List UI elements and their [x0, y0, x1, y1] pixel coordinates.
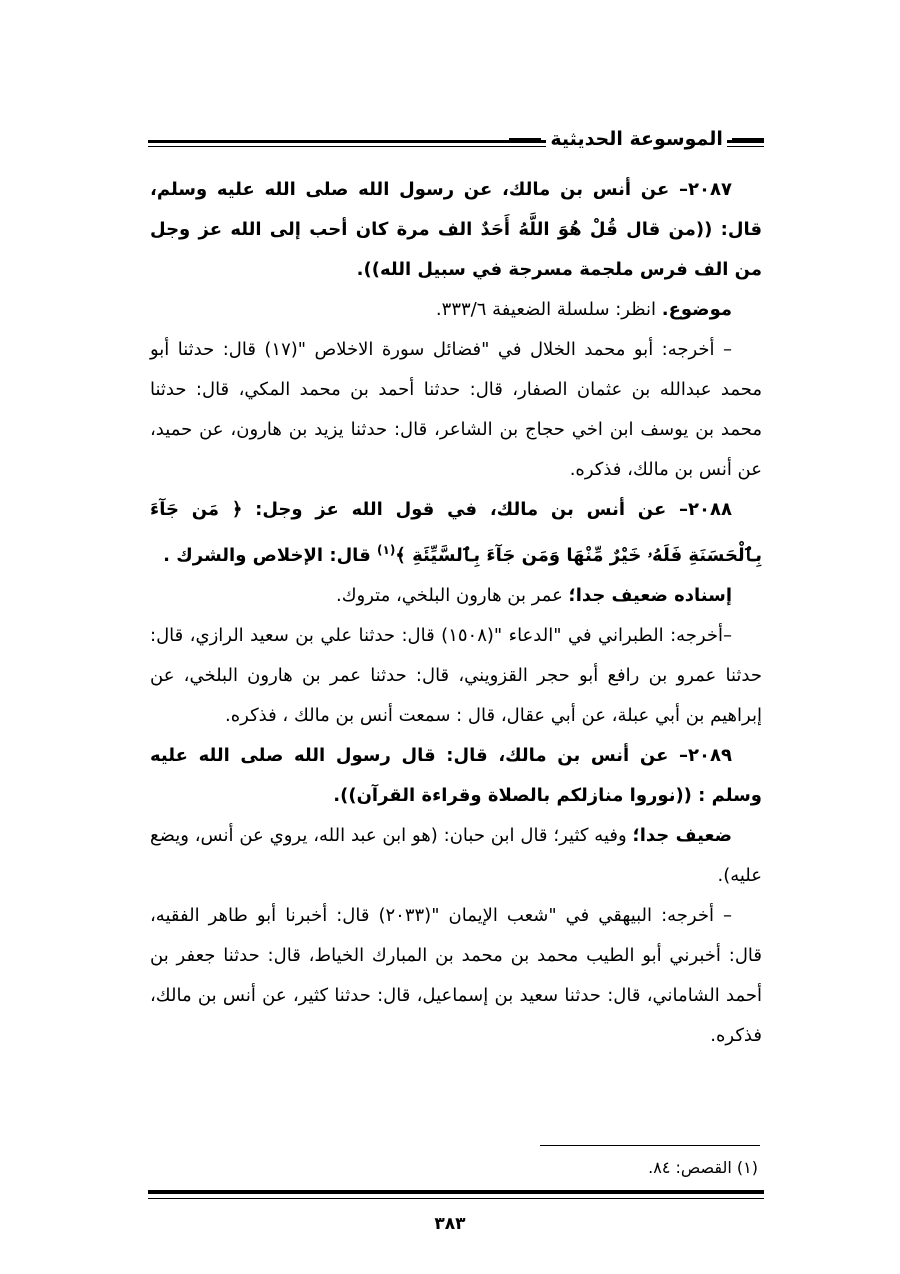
footnote-rule: [540, 1145, 760, 1146]
header-bar-left: [509, 138, 541, 143]
paragraph: [150, 896, 762, 1056]
header-bar-right: [732, 138, 764, 143]
paragraph-text: –أخرجه: الطبراني في "الدعاء "(١٥٠٨) قال: حدثنا علي بن سعيد الرازي، قال: حدثنا عمرو بن رافع أبو حجر القزويني، قال: حدثنا عمر بن هارون البلخي، عن إبراهيم بن أبي عبلة، عن أبي عقال، قال : سمعت أنس بن مالك ، فذكره.: [150, 625, 762, 726]
footer-rule-thick: [148, 1190, 764, 1194]
paragraph-text: ٢٠٨٩– عن أنس بن مالك، قال: قال رسول الله صلى الله عليه وسلم : ((نوروا منازلكم بالصلاة وقراءة القرآن)).: [150, 745, 762, 806]
paragraph-text: – أخرجه: البيهقي في "شعب الإيمان "(٢٠٣٣) قال: أخبرنا أبو طاهر الفقيه، قال: أخبرني أبو الطيب محمد بن محمد بن المبارك الخياط، قال: حدثنا جعفر بن أحمد الشاماني، قال: حدثنا سعيد بن إسماعيل، قال: حدثنا كثير، عن أنس بن مالك، فذكره.: [150, 905, 762, 1046]
paragraph-text: ٢٠٨٨– عن أنس بن مالك، في قول الله عز وجل: ﴿ مَن جَآءَ بِٱلْحَسَنَةِ فَلَهُۥ خَيْرٌ مِّنْهَا وَمَن جَآءَ بِٱلسَّيِّئَةِ ﴾: [150, 499, 762, 566]
header-title: الموسوعة الحديثية: [546, 128, 727, 150]
footnote: (١) القصص: ٨٤.: [648, 1158, 758, 1177]
paragraph-text: انظر: سلسلة الضعيفة ٣٣٣/٦.: [435, 299, 662, 320]
paragraph-tail: قال: الإخلاص والشرك .: [163, 545, 377, 566]
paragraph: [150, 576, 762, 616]
paragraph: [150, 816, 762, 896]
footer-rule-thin: [148, 1198, 764, 1199]
paragraph-text: وفيه كثير؛ قال ابن حبان: (هو ابن عبد الله، يروي عن أنس، ويضع عليه).: [150, 825, 762, 886]
paragraph: [150, 616, 762, 736]
paragraph-text: ٢٠٨٧– عن أنس بن مالك، عن رسول الله صلى الله عليه وسلم، قال: ((من قال قُلْ هُوَ اللَّهُ أَحَدٌ الف مرة كان أحب إلى الله عز وجل من الف فرس ملجمة مسرجة في سبيل الله)).: [150, 179, 762, 280]
footnote-marker: (١): [377, 543, 396, 557]
running-header: [148, 128, 764, 158]
paragraph: [150, 330, 762, 490]
paragraph-text: عمر بن هارون البلخي، متروك.: [336, 585, 569, 606]
page-body: [150, 170, 762, 1056]
paragraph-lead: موضوع.: [661, 299, 732, 320]
paragraph-lead: إسناده ضعيف جدا؛: [568, 585, 732, 606]
page-number: ٣٨٣: [434, 1214, 466, 1234]
paragraph: [150, 290, 762, 330]
paragraph-lead: ضعيف جدا؛: [632, 825, 732, 846]
paragraph: [150, 736, 762, 816]
paragraph: [150, 490, 762, 576]
paragraph: [150, 170, 762, 290]
paragraph-text: – أخرجه: أبو محمد الخلال في "فضائل سورة الاخلاص "(١٧) قال: حدثنا أبو محمد عبدالله بن عثمان الصفار، قال: حدثنا أحمد بن محمد المكي، قال: حدثنا محمد بن يوسف ابن اخي حجاج بن الشاعر، قال: حدثنا يزيد بن هارون، عن حميد، عن أنس بن مالك، فذكره.: [150, 339, 762, 480]
